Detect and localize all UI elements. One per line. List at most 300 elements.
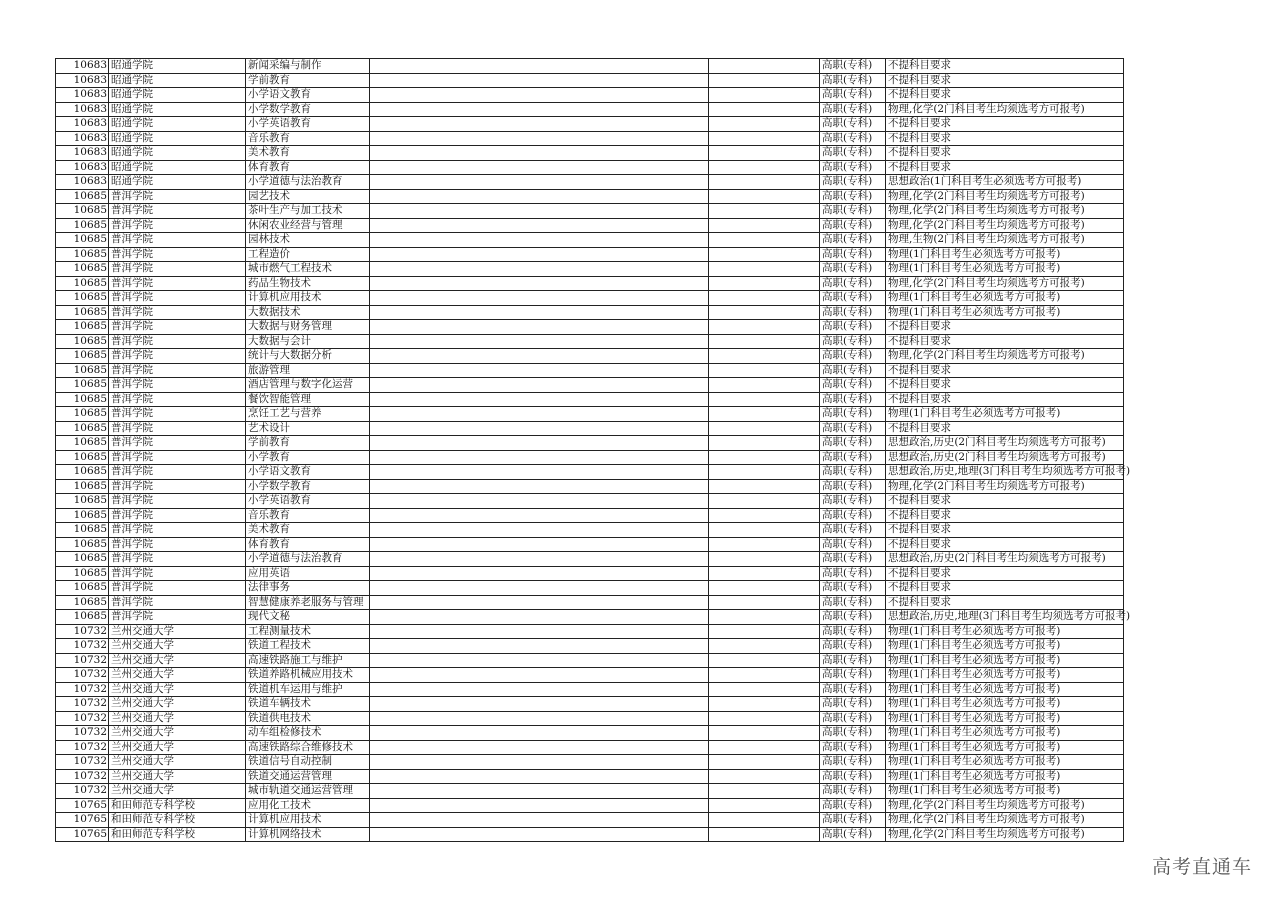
subject-requirement-cell: [886, 117, 1124, 132]
school-code-cell: 10685: [56, 247, 109, 262]
school-code-cell: 10732: [56, 769, 109, 784]
major-name-cell: 大数据与财务管理: [246, 320, 370, 335]
school-code-cell: 10732: [56, 726, 109, 741]
subject-requirement-cell: [886, 769, 1124, 784]
level-cell: 高职(专科): [820, 102, 886, 117]
major-name-cell: 计算机网络技术: [246, 827, 370, 842]
level-cell: 高职(专科): [820, 450, 886, 465]
subject-requirement-text: 不提科目要求: [888, 146, 951, 158]
school-code-cell: 10732: [56, 653, 109, 668]
subject-requirement-cell: [886, 204, 1124, 219]
major-name-cell: 城市燃气工程技术: [246, 262, 370, 277]
subject-requirement-text: 不提科目要求: [888, 523, 951, 535]
school-name-cell: 普洱学院: [109, 320, 246, 335]
school-name-cell: 普洱学院: [109, 291, 246, 306]
empty-cell: [370, 305, 709, 320]
school-name-cell: 昭通学院: [109, 175, 246, 190]
subject-requirement-text: 物理,化学(2门科目考生均须选考方可报考): [888, 276, 1085, 289]
empty-cell: [709, 247, 820, 262]
level-cell: 高职(专科): [820, 610, 886, 625]
school-code-cell: 10732: [56, 639, 109, 654]
major-name-cell: 体育教育: [246, 537, 370, 552]
level-cell: 高职(专科): [820, 682, 886, 697]
empty-cell: [370, 407, 709, 422]
subject-requirement-text: 物理(1门科目考生必须选考方可报考): [888, 624, 1061, 637]
subject-requirement-text: 物理,化学(2门科目考生均须选考方可报考): [888, 102, 1085, 115]
subject-requirement-text: 物理,化学(2门科目考生均须选考方可报考): [888, 479, 1085, 492]
school-name-cell: 普洱学院: [109, 363, 246, 378]
subject-requirement-text: 物理,生物(2门科目考生均须选考方可报考): [888, 233, 1085, 245]
empty-cell: [370, 320, 709, 335]
subject-requirement-cell: [886, 479, 1124, 494]
empty-cell: [709, 697, 820, 712]
major-name-cell: 休闲农业经营与管理: [246, 218, 370, 233]
level-cell: 高职(专科): [820, 73, 886, 88]
table-row: [56, 320, 1124, 335]
table-row: [56, 146, 1124, 161]
school-code-cell: 10685: [56, 204, 109, 219]
subject-requirement-cell: [886, 291, 1124, 306]
level-cell: 高职(专科): [820, 798, 886, 813]
school-name-cell: 普洱学院: [109, 204, 246, 219]
major-name-cell: 新闻采编与制作: [246, 59, 370, 74]
empty-cell: [709, 450, 820, 465]
empty-cell: [709, 798, 820, 813]
empty-cell: [709, 827, 820, 842]
school-code-cell: 10732: [56, 784, 109, 799]
school-code-cell: 10683: [56, 175, 109, 190]
subject-requirement-text: 不提科目要求: [888, 566, 951, 579]
school-code-cell: 10732: [56, 755, 109, 770]
school-name-cell: 普洱学院: [109, 378, 246, 393]
level-cell: 高职(专科): [820, 88, 886, 103]
table-row: [56, 334, 1124, 349]
subject-requirement-text: 不提科目要求: [888, 508, 951, 521]
subject-requirement-text: 思想政治,历史(2门科目考生均须选考方可报考): [888, 436, 1106, 448]
watermark-text: 高考直通车: [1151, 856, 1252, 878]
school-name-cell: 普洱学院: [109, 305, 246, 320]
subject-requirement-cell: [886, 784, 1124, 799]
school-code-cell: 10685: [56, 349, 109, 364]
subject-requirement-cell: [886, 73, 1124, 88]
major-name-cell: 小学英语教育: [246, 117, 370, 132]
school-code-cell: 10685: [56, 320, 109, 335]
major-name-cell: 学前教育: [246, 73, 370, 88]
subject-requirement-text: 思想政治,历史,地理(3门科目考生均须选考方可报考): [888, 610, 1131, 622]
table-row: [56, 349, 1124, 364]
empty-cell: [370, 813, 709, 828]
table-row: [56, 247, 1124, 262]
level-cell: 高职(专科): [820, 363, 886, 378]
subject-requirement-text: 物理(1门科目考生必须选考方可报考): [888, 740, 1061, 753]
table-row: [56, 189, 1124, 204]
empty-cell: [709, 320, 820, 335]
major-name-cell: 智慧健康养老服务与管理: [246, 595, 370, 610]
major-name-cell: 工程测量技术: [246, 624, 370, 639]
empty-cell: [370, 334, 709, 349]
school-code-cell: 10685: [56, 610, 109, 625]
school-name-cell: 普洱学院: [109, 189, 246, 204]
school-name-cell: 兰州交通大学: [109, 755, 246, 770]
subject-requirement-cell: [886, 392, 1124, 407]
subject-requirement-text: 物理(1门科目考生必须选考方可报考): [888, 682, 1061, 695]
major-name-cell: 统计与大数据分析: [246, 349, 370, 364]
empty-cell: [709, 523, 820, 538]
empty-cell: [709, 711, 820, 726]
table-row: [56, 595, 1124, 610]
subject-requirement-text: 物理(1门科目考生必须选考方可报考): [888, 305, 1061, 318]
level-cell: 高职(专科): [820, 131, 886, 146]
table-row: [56, 392, 1124, 407]
subject-requirement-cell: [886, 755, 1124, 770]
major-name-cell: 计算机应用技术: [246, 813, 370, 828]
school-code-cell: 10683: [56, 146, 109, 161]
table-row: [56, 378, 1124, 393]
school-name-cell: 兰州交通大学: [109, 711, 246, 726]
subject-requirement-text: 物理(1门科目考生必须选考方可报考): [888, 668, 1061, 680]
level-cell: 高职(专科): [820, 247, 886, 262]
table-row: [56, 73, 1124, 88]
level-cell: 高职(专科): [820, 711, 886, 726]
empty-cell: [709, 392, 820, 407]
major-name-cell: 小学道德与法治教育: [246, 552, 370, 567]
empty-cell: [709, 334, 820, 349]
school-name-cell: 普洱学院: [109, 262, 246, 277]
empty-cell: [709, 117, 820, 132]
major-name-cell: 烹饪工艺与营养: [246, 407, 370, 422]
major-name-cell: 铁道供电技术: [246, 711, 370, 726]
table-row: [56, 639, 1124, 654]
major-name-cell: 计算机应用技术: [246, 291, 370, 306]
major-name-cell: 体育教育: [246, 160, 370, 175]
school-code-cell: 10685: [56, 233, 109, 248]
school-name-cell: 普洱学院: [109, 595, 246, 610]
empty-cell: [370, 276, 709, 291]
school-code-cell: 10765: [56, 827, 109, 842]
table-row: [56, 276, 1124, 291]
level-cell: 高职(专科): [820, 813, 886, 828]
table-row: [56, 204, 1124, 219]
subject-requirement-cell: [886, 798, 1124, 813]
school-name-cell: 兰州交通大学: [109, 682, 246, 697]
subject-requirement-cell: [886, 581, 1124, 596]
subject-requirement-text: 物理(1门科目考生必须选考方可报考): [888, 639, 1061, 651]
school-code-cell: 10685: [56, 508, 109, 523]
subject-requirement-text: 不提科目要求: [888, 160, 951, 173]
major-name-cell: 铁道机车运用与维护: [246, 682, 370, 697]
major-name-cell: 高速铁路施工与维护: [246, 653, 370, 668]
subject-requirement-text: 物理(1门科目考生必须选考方可报考): [888, 247, 1061, 260]
empty-cell: [709, 436, 820, 451]
level-cell: 高职(专科): [820, 305, 886, 320]
empty-cell: [370, 146, 709, 161]
level-cell: 高职(专科): [820, 726, 886, 741]
subject-requirement-cell: [886, 465, 1131, 480]
school-name-cell: 普洱学院: [109, 465, 246, 480]
school-code-cell: 10685: [56, 421, 109, 436]
subject-requirement-cell: [886, 494, 1124, 509]
major-name-cell: 小学数学教育: [246, 479, 370, 494]
school-code-cell: 10685: [56, 189, 109, 204]
table-row: [56, 131, 1124, 146]
empty-cell: [709, 189, 820, 204]
empty-cell: [370, 537, 709, 552]
subject-requirement-cell: [886, 450, 1124, 465]
subject-requirement-text: 不提科目要求: [888, 581, 951, 593]
table-body: [56, 59, 1131, 842]
subject-requirement-cell: [886, 827, 1124, 842]
table-row: [56, 813, 1124, 828]
school-name-cell: 昭通学院: [109, 88, 246, 103]
empty-cell: [709, 624, 820, 639]
empty-cell: [709, 552, 820, 567]
subject-requirement-cell: [886, 378, 1124, 393]
school-name-cell: 普洱学院: [109, 508, 246, 523]
level-cell: 高职(专科): [820, 653, 886, 668]
empty-cell: [370, 566, 709, 581]
school-code-cell: 10685: [56, 450, 109, 465]
level-cell: 高职(专科): [820, 827, 886, 842]
school-code-cell: 10683: [56, 102, 109, 117]
table-row: [56, 682, 1124, 697]
school-code-cell: 10685: [56, 523, 109, 538]
empty-cell: [709, 813, 820, 828]
level-cell: 高职(专科): [820, 233, 886, 248]
level-cell: 高职(专科): [820, 639, 886, 654]
school-code-cell: 10685: [56, 305, 109, 320]
empty-cell: [709, 610, 820, 625]
empty-cell: [370, 247, 709, 262]
level-cell: 高职(专科): [820, 334, 886, 349]
table-row: [56, 798, 1124, 813]
table-row: [56, 291, 1124, 306]
subject-requirement-cell: [886, 624, 1124, 639]
school-name-cell: 普洱学院: [109, 407, 246, 422]
major-name-cell: 艺术设计: [246, 421, 370, 436]
empty-cell: [370, 204, 709, 219]
major-name-cell: 铁道信号自动控制: [246, 755, 370, 770]
empty-cell: [709, 218, 820, 233]
school-code-cell: 10685: [56, 291, 109, 306]
major-name-cell: 小学语文教育: [246, 465, 370, 480]
school-code-cell: 10683: [56, 59, 109, 74]
major-name-cell: 药品生物技术: [246, 276, 370, 291]
subject-requirement-cell: [886, 610, 1131, 625]
level-cell: 高职(专科): [820, 552, 886, 567]
table-row: [56, 784, 1124, 799]
level-cell: 高职(专科): [820, 146, 886, 161]
empty-cell: [709, 595, 820, 610]
empty-cell: [370, 711, 709, 726]
empty-cell: [370, 494, 709, 509]
subject-requirement-cell: [886, 595, 1124, 610]
major-name-cell: 音乐教育: [246, 131, 370, 146]
subject-requirement-cell: [886, 813, 1124, 828]
major-name-cell: 茶叶生产与加工技术: [246, 204, 370, 219]
empty-cell: [370, 88, 709, 103]
school-code-cell: 10732: [56, 740, 109, 755]
school-code-cell: 10685: [56, 537, 109, 552]
subject-requirement-cell: [886, 175, 1124, 190]
empty-cell: [370, 160, 709, 175]
subject-requirement-text: 不提科目要求: [888, 421, 951, 434]
school-name-cell: 普洱学院: [109, 233, 246, 248]
level-cell: 高职(专科): [820, 668, 886, 683]
school-code-cell: 10683: [56, 117, 109, 132]
level-cell: 高职(专科): [820, 421, 886, 436]
major-name-cell: 音乐教育: [246, 508, 370, 523]
major-name-cell: 应用化工技术: [246, 798, 370, 813]
level-cell: 高职(专科): [820, 581, 886, 596]
table-row: [56, 755, 1124, 770]
empty-cell: [370, 595, 709, 610]
empty-cell: [709, 566, 820, 581]
school-name-cell: 和田师范专科学校: [109, 813, 246, 828]
school-name-cell: 昭通学院: [109, 73, 246, 88]
empty-cell: [370, 581, 709, 596]
school-name-cell: 兰州交通大学: [109, 740, 246, 755]
major-name-cell: 美术教育: [246, 146, 370, 161]
subject-requirement-cell: [886, 276, 1124, 291]
empty-cell: [370, 508, 709, 523]
subject-requirement-cell: [886, 349, 1124, 364]
empty-cell: [370, 624, 709, 639]
empty-cell: [709, 755, 820, 770]
empty-cell: [370, 639, 709, 654]
level-cell: 高职(专科): [820, 595, 886, 610]
table-row: [56, 218, 1124, 233]
subject-requirement-text: 思想政治,历史(2门科目考生均须选考方可报考): [888, 552, 1106, 564]
empty-cell: [709, 363, 820, 378]
subject-requirement-cell: [886, 726, 1124, 741]
empty-cell: [370, 697, 709, 712]
school-name-cell: 和田师范专科学校: [109, 798, 246, 813]
level-cell: 高职(专科): [820, 320, 886, 335]
table-row: [56, 711, 1124, 726]
school-name-cell: 普洱学院: [109, 479, 246, 494]
empty-cell: [370, 755, 709, 770]
subject-requirement-text: 物理(1门科目考生必须选考方可报考): [888, 291, 1061, 303]
subject-requirement-text: 思想政治,历史,地理(3门科目考生均须选考方可报考): [888, 465, 1131, 477]
level-cell: 高职(专科): [820, 378, 886, 393]
level-cell: 高职(专科): [820, 784, 886, 799]
empty-cell: [709, 102, 820, 117]
subject-requirement-cell: [886, 218, 1124, 233]
empty-cell: [370, 233, 709, 248]
subject-requirement-cell: [886, 363, 1124, 378]
table-row: [56, 566, 1124, 581]
empty-cell: [370, 827, 709, 842]
school-code-cell: 10765: [56, 798, 109, 813]
subject-requirement-text: 物理,化学(2门科目考生均须选考方可报考): [888, 813, 1085, 825]
subject-requirement-text: 不提科目要求: [888, 392, 951, 405]
empty-cell: [709, 421, 820, 436]
empty-cell: [370, 378, 709, 393]
major-name-cell: 学前教育: [246, 436, 370, 451]
subject-requirement-text: 物理(1门科目考生必须选考方可报考): [888, 711, 1061, 724]
school-name-cell: 兰州交通大学: [109, 639, 246, 654]
school-name-cell: 普洱学院: [109, 552, 246, 567]
school-name-cell: 普洱学院: [109, 436, 246, 451]
school-name-cell: 兰州交通大学: [109, 784, 246, 799]
empty-cell: [370, 653, 709, 668]
empty-cell: [709, 378, 820, 393]
empty-cell: [709, 581, 820, 596]
major-name-cell: 铁道养路机械应用技术: [246, 668, 370, 683]
school-code-cell: 10685: [56, 494, 109, 509]
empty-cell: [370, 610, 709, 625]
school-code-cell: 10685: [56, 334, 109, 349]
subject-requirement-text: 物理,化学(2门科目考生均须选考方可报考): [888, 218, 1085, 231]
table-row: [56, 160, 1124, 175]
table-row: [56, 175, 1124, 190]
empty-cell: [709, 508, 820, 523]
subject-requirement-text: 不提科目要求: [888, 117, 951, 129]
major-name-cell: 城市轨道交通运营管理: [246, 784, 370, 799]
table-row: [56, 102, 1124, 117]
empty-cell: [370, 262, 709, 277]
subject-requirement-text: 物理(1门科目考生必须选考方可报考): [888, 697, 1061, 709]
empty-cell: [370, 552, 709, 567]
subject-requirement-text: 不提科目要求: [888, 59, 951, 71]
major-name-cell: 美术教育: [246, 523, 370, 538]
level-cell: 高职(专科): [820, 494, 886, 509]
table-row: [56, 726, 1124, 741]
subject-requirement-cell: [886, 189, 1124, 204]
subject-requirement-text: 物理,化学(2门科目考生均须选考方可报考): [888, 349, 1085, 361]
level-cell: 高职(专科): [820, 262, 886, 277]
school-code-cell: 10683: [56, 73, 109, 88]
empty-cell: [370, 436, 709, 451]
level-cell: 高职(专科): [820, 624, 886, 639]
empty-cell: [370, 189, 709, 204]
empty-cell: [709, 59, 820, 74]
subject-requirement-cell: [886, 566, 1124, 581]
subject-requirement-cell: [886, 233, 1124, 248]
school-name-cell: 普洱学院: [109, 334, 246, 349]
school-name-cell: 兰州交通大学: [109, 769, 246, 784]
subject-requirement-cell: [886, 320, 1124, 335]
school-code-cell: 10685: [56, 581, 109, 596]
empty-cell: [370, 682, 709, 697]
subject-requirement-cell: [886, 88, 1124, 103]
subject-requirement-text: 物理,化学(2门科目考生均须选考方可报考): [888, 204, 1085, 216]
table-row: [56, 508, 1124, 523]
table-row: [56, 407, 1124, 422]
table-row: [56, 465, 1124, 480]
subject-requirement-cell: [886, 247, 1124, 262]
school-name-cell: 普洱学院: [109, 610, 246, 625]
level-cell: 高职(专科): [820, 291, 886, 306]
school-code-cell: 10685: [56, 566, 109, 581]
subject-requirement-cell: [886, 407, 1124, 422]
school-name-cell: 兰州交通大学: [109, 726, 246, 741]
table-row: [56, 769, 1124, 784]
school-name-cell: 昭通学院: [109, 131, 246, 146]
major-name-cell: 铁道工程技术: [246, 639, 370, 654]
level-cell: 高职(专科): [820, 755, 886, 770]
subject-requirement-cell: [886, 305, 1124, 320]
empty-cell: [370, 131, 709, 146]
level-cell: 高职(专科): [820, 465, 886, 480]
school-code-cell: 10685: [56, 552, 109, 567]
subject-requirement-cell: [886, 682, 1124, 697]
empty-cell: [370, 59, 709, 74]
empty-cell: [709, 494, 820, 509]
major-name-cell: 应用英语: [246, 566, 370, 581]
subject-requirement-text: 不提科目要求: [888, 73, 951, 86]
table-row: [56, 421, 1124, 436]
